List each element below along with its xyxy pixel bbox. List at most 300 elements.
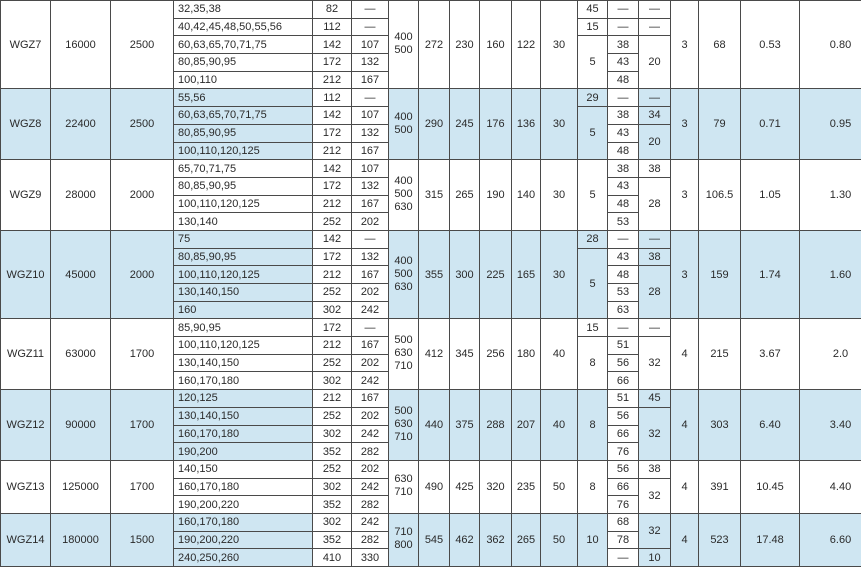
- dim-d2-cell: 345: [450, 319, 480, 390]
- dim-d4-cell: 180: [512, 319, 541, 390]
- dim-d3-cell: 288: [480, 390, 512, 461]
- bore-cell: 160: [174, 301, 313, 319]
- dim-c-cell: 28: [639, 266, 671, 319]
- dim-d3-cell: 225: [480, 230, 512, 318]
- bore-cell: 100,110,120,125: [174, 337, 313, 355]
- bore-cell: 100,110,120,125: [174, 142, 313, 160]
- dim-d4-cell: 207: [512, 390, 541, 461]
- bore-cell: 190,200,220: [174, 531, 313, 549]
- bore-cell: 190,200: [174, 443, 313, 461]
- speed-cell: 2500: [111, 1, 174, 89]
- brake-disc-cell: [389, 513, 419, 566]
- dim-d4-cell: 165: [512, 230, 541, 318]
- bore-cell: 55,56: [174, 89, 313, 107]
- length-l1-cell: 252: [313, 213, 352, 231]
- bore-cell: 160,170,180: [174, 478, 313, 496]
- torque-cell: 45000: [51, 230, 111, 318]
- brake-disc-cell: [389, 89, 419, 160]
- length-l1-cell: 112: [313, 18, 352, 36]
- bore-cell: 130,140: [174, 213, 313, 231]
- dim-d2-cell: 245: [450, 89, 480, 160]
- dim-c-cell: 34: [639, 107, 671, 125]
- dim-d4-cell: 235: [512, 460, 541, 513]
- dim-d2-cell: 230: [450, 1, 480, 89]
- dim-c-cell: 45: [639, 390, 671, 408]
- dim-c-cell: 32: [639, 513, 671, 548]
- dim-b-cell: 48: [608, 142, 639, 160]
- dim-c-cell: —: [639, 230, 671, 248]
- dim-s-cell: 30: [541, 230, 578, 318]
- dim-c-cell: 32: [639, 337, 671, 390]
- dim-b-cell: 48: [608, 266, 639, 284]
- model-group: [1, 390, 861, 461]
- torque-cell: 63000: [51, 319, 111, 390]
- inertia-cell: 1.05: [741, 160, 800, 231]
- torque-cell: 180000: [51, 513, 111, 566]
- torque-cell: 28000: [51, 160, 111, 231]
- length-l1-cell: 172: [313, 54, 352, 72]
- length-l2-cell: —: [352, 319, 389, 337]
- length-l1-cell: 252: [313, 407, 352, 425]
- dim-c-cell: —: [639, 89, 671, 107]
- length-l1-cell: 172: [313, 319, 352, 337]
- dim-b-cell: 76: [608, 443, 639, 461]
- brake-disc-value: 710: [394, 486, 412, 498]
- length-l1-cell: 142: [313, 230, 352, 248]
- brake-disc-value: 500: [394, 405, 412, 417]
- n-cell: 4: [671, 513, 699, 566]
- dim-d2-cell: 265: [450, 160, 480, 231]
- extra-cell: 6.60: [800, 513, 861, 566]
- model-cell: WGZ12: [1, 390, 51, 461]
- dim-d1-cell: 440: [419, 390, 450, 461]
- extra-cell: 2.0: [800, 319, 861, 390]
- bore-cell: 80,85,90,95: [174, 248, 313, 266]
- extra-cell: 1.60: [800, 230, 861, 318]
- length-l1-cell: 212: [313, 195, 352, 213]
- inertia-cell: 10.45: [741, 460, 800, 513]
- length-l2-cell: 202: [352, 460, 389, 478]
- speed-cell: 2000: [111, 230, 174, 318]
- length-l2-cell: —: [352, 18, 389, 36]
- mass-cell: 79: [699, 89, 741, 160]
- dim-d3-cell: 320: [480, 460, 512, 513]
- brake-disc-value: 710: [394, 431, 412, 443]
- n-cell: 4: [671, 319, 699, 390]
- speed-cell: 1700: [111, 390, 174, 461]
- length-l1-cell: 252: [313, 284, 352, 302]
- bore-cell: 130,140,150: [174, 284, 313, 302]
- brake-disc-value: 710: [394, 526, 412, 538]
- dim-c-cell: —: [639, 18, 671, 36]
- speed-cell: 2500: [111, 89, 174, 160]
- dim-d3-cell: 176: [480, 89, 512, 160]
- dim-d3-cell: 256: [480, 319, 512, 390]
- speed-cell: 1700: [111, 460, 174, 513]
- bore-cell: 190,200,220: [174, 496, 313, 514]
- length-l2-cell: 167: [352, 390, 389, 408]
- length-l1-cell: 82: [313, 1, 352, 19]
- dim-b-cell: 38: [608, 160, 639, 178]
- dim-b-cell: —: [608, 1, 639, 19]
- brake-disc-cell: [389, 160, 419, 231]
- brake-disc-value: 630: [394, 473, 412, 485]
- brake-disc-cell: [389, 319, 419, 390]
- model-group: [1, 89, 861, 160]
- dim-b-cell: —: [608, 549, 639, 567]
- torque-cell: 125000: [51, 460, 111, 513]
- brake-disc-value: 400: [394, 255, 412, 267]
- length-l2-cell: 132: [352, 124, 389, 142]
- table-row: [1, 460, 861, 478]
- length-l2-cell: 282: [352, 531, 389, 549]
- length-l2-cell: 107: [352, 107, 389, 125]
- table-row: [1, 390, 861, 408]
- length-l2-cell: —: [352, 1, 389, 19]
- bore-cell: 100,110: [174, 71, 313, 89]
- length-l1-cell: 352: [313, 443, 352, 461]
- model-cell: WGZ14: [1, 513, 51, 566]
- bore-cell: 65,70,71,75: [174, 160, 313, 178]
- brake-disc-value: 400: [394, 111, 412, 123]
- dim-b-cell: 51: [608, 390, 639, 408]
- dim-b-cell: 56: [608, 407, 639, 425]
- dim-b-cell: 68: [608, 513, 639, 531]
- length-l1-cell: 302: [313, 513, 352, 531]
- bore-cell: 100,110,120,125: [174, 266, 313, 284]
- length-l2-cell: 202: [352, 407, 389, 425]
- length-l2-cell: 282: [352, 443, 389, 461]
- dim-b-cell: 56: [608, 354, 639, 372]
- table-row: [1, 230, 861, 248]
- dim-d3-cell: 160: [480, 1, 512, 89]
- dim-b-cell: 43: [608, 54, 639, 72]
- length-l1-cell: 142: [313, 36, 352, 54]
- length-l2-cell: 242: [352, 301, 389, 319]
- bore-cell: 160,170,180: [174, 425, 313, 443]
- dim-s-cell: 30: [541, 1, 578, 89]
- model-cell: WGZ8: [1, 89, 51, 160]
- model-group: [1, 513, 861, 566]
- brake-disc-cell: [389, 1, 419, 89]
- length-l1-cell: 212: [313, 71, 352, 89]
- brake-disc-value: 400: [394, 31, 412, 43]
- dim-d1-cell: 412: [419, 319, 450, 390]
- extra-cell: 0.80: [800, 1, 861, 89]
- dim-a-cell: 5: [578, 36, 608, 89]
- bore-cell: 140,150: [174, 460, 313, 478]
- dim-c-cell: 32: [639, 407, 671, 460]
- length-l2-cell: 202: [352, 354, 389, 372]
- dim-d1-cell: 290: [419, 89, 450, 160]
- dim-b-cell: 53: [608, 213, 639, 231]
- dim-a-cell: 8: [578, 390, 608, 461]
- bore-cell: 120,125: [174, 390, 313, 408]
- bore-cell: 60,63,65,70,71,75: [174, 107, 313, 125]
- dim-s-cell: 30: [541, 89, 578, 160]
- length-l1-cell: 302: [313, 301, 352, 319]
- bore-cell: 60,63,65,70,71,75: [174, 36, 313, 54]
- bore-cell: 160,170,180: [174, 513, 313, 531]
- table-row: [1, 319, 861, 337]
- brake-disc-value: 500: [394, 44, 412, 56]
- table-row: [1, 1, 861, 19]
- brake-disc-value: 630: [394, 201, 412, 213]
- length-l1-cell: 302: [313, 372, 352, 390]
- dim-b-cell: 66: [608, 478, 639, 496]
- dim-b-cell: 43: [608, 124, 639, 142]
- model-cell: WGZ11: [1, 319, 51, 390]
- brake-disc-value: 500: [394, 334, 412, 346]
- length-l2-cell: 202: [352, 284, 389, 302]
- inertia-cell: 17.48: [741, 513, 800, 566]
- mass-cell: 391: [699, 460, 741, 513]
- brake-disc-value: 400: [394, 175, 412, 187]
- inertia-cell: 3.67: [741, 319, 800, 390]
- dim-d2-cell: 375: [450, 390, 480, 461]
- length-l2-cell: —: [352, 89, 389, 107]
- dim-b-cell: 51: [608, 337, 639, 355]
- inertia-cell: 0.53: [741, 1, 800, 89]
- model-cell: WGZ7: [1, 1, 51, 89]
- length-l1-cell: 142: [313, 107, 352, 125]
- dim-c-cell: 38: [639, 160, 671, 178]
- n-cell: 3: [671, 230, 699, 318]
- dim-b-cell: 43: [608, 177, 639, 195]
- length-l2-cell: 242: [352, 513, 389, 531]
- dim-c-cell: 38: [639, 248, 671, 266]
- bore-cell: 75: [174, 230, 313, 248]
- brake-disc-value: 630: [394, 347, 412, 359]
- brake-disc-value: 500: [394, 124, 412, 136]
- length-l1-cell: 212: [313, 142, 352, 160]
- dim-b-cell: 56: [608, 460, 639, 478]
- dim-a-cell: 5: [578, 248, 608, 319]
- dim-a-cell: 15: [578, 18, 608, 36]
- dim-c-cell: 32: [639, 478, 671, 513]
- bore-cell: 100,110,120,125: [174, 195, 313, 213]
- dim-b-cell: —: [608, 230, 639, 248]
- brake-disc-value: 500: [394, 188, 412, 200]
- dim-d4-cell: 265: [512, 513, 541, 566]
- model-group: [1, 319, 861, 390]
- table-row: [1, 160, 861, 178]
- dim-c-cell: —: [639, 1, 671, 19]
- table-row: [1, 89, 861, 107]
- length-l1-cell: 352: [313, 496, 352, 514]
- length-l1-cell: 302: [313, 478, 352, 496]
- dim-b-cell: 43: [608, 248, 639, 266]
- dim-d3-cell: 362: [480, 513, 512, 566]
- dim-c-cell: 28: [639, 177, 671, 230]
- torque-cell: 16000: [51, 1, 111, 89]
- n-cell: 3: [671, 1, 699, 89]
- length-l2-cell: 132: [352, 177, 389, 195]
- length-l2-cell: 167: [352, 195, 389, 213]
- brake-disc-cell: [389, 230, 419, 318]
- dim-a-cell: 8: [578, 460, 608, 513]
- length-l1-cell: 212: [313, 266, 352, 284]
- length-l1-cell: 172: [313, 248, 352, 266]
- speed-cell: 2000: [111, 160, 174, 231]
- length-l2-cell: 167: [352, 142, 389, 160]
- dim-d2-cell: 462: [450, 513, 480, 566]
- dim-a-cell: 10: [578, 513, 608, 566]
- dim-b-cell: —: [608, 319, 639, 337]
- dim-d4-cell: 140: [512, 160, 541, 231]
- extra-cell: 4.40: [800, 460, 861, 513]
- torque-cell: 22400: [51, 89, 111, 160]
- dim-b-cell: 63: [608, 301, 639, 319]
- length-l1-cell: 252: [313, 354, 352, 372]
- dim-b-cell: 78: [608, 531, 639, 549]
- n-cell: 4: [671, 460, 699, 513]
- dim-b-cell: 66: [608, 425, 639, 443]
- extra-cell: 0.95: [800, 89, 861, 160]
- dim-s-cell: 30: [541, 160, 578, 231]
- dim-s-cell: 50: [541, 460, 578, 513]
- speed-cell: 1500: [111, 513, 174, 566]
- bore-cell: 80,85,90,95: [174, 54, 313, 72]
- model-group: [1, 460, 861, 513]
- length-l2-cell: 202: [352, 213, 389, 231]
- dim-a-cell: 15: [578, 319, 608, 337]
- length-l2-cell: 132: [352, 248, 389, 266]
- dim-b-cell: 38: [608, 107, 639, 125]
- length-l2-cell: 242: [352, 478, 389, 496]
- length-l2-cell: 167: [352, 71, 389, 89]
- dim-a-cell: 29: [578, 89, 608, 107]
- length-l2-cell: 167: [352, 266, 389, 284]
- model-cell: WGZ10: [1, 230, 51, 318]
- length-l2-cell: 282: [352, 496, 389, 514]
- length-l2-cell: 107: [352, 36, 389, 54]
- length-l1-cell: 212: [313, 390, 352, 408]
- dim-d1-cell: 545: [419, 513, 450, 566]
- length-l1-cell: 172: [313, 124, 352, 142]
- mass-cell: 106.5: [699, 160, 741, 231]
- bore-cell: 160,170,180: [174, 372, 313, 390]
- dim-d2-cell: 300: [450, 230, 480, 318]
- torque-cell: 90000: [51, 390, 111, 461]
- length-l2-cell: 107: [352, 160, 389, 178]
- dim-a-cell: 5: [578, 107, 608, 160]
- dim-a-cell: 28: [578, 230, 608, 248]
- model-group: [1, 1, 861, 89]
- bore-cell: 80,85,90,95: [174, 177, 313, 195]
- brake-disc-value: 630: [394, 418, 412, 430]
- length-l1-cell: 410: [313, 549, 352, 567]
- brake-disc-value: 800: [394, 539, 412, 551]
- length-l1-cell: 302: [313, 425, 352, 443]
- dim-d3-cell: 190: [480, 160, 512, 231]
- dim-s-cell: 50: [541, 513, 578, 566]
- dim-d2-cell: 425: [450, 460, 480, 513]
- length-l2-cell: 330: [352, 549, 389, 567]
- dim-c-cell: 20: [639, 36, 671, 89]
- inertia-cell: 0.71: [741, 89, 800, 160]
- model-group: [1, 230, 861, 318]
- mass-cell: 215: [699, 319, 741, 390]
- inertia-cell: 1.74: [741, 230, 800, 318]
- dim-c-cell: 10: [639, 549, 671, 567]
- bore-cell: 32,35,38: [174, 1, 313, 19]
- dim-d1-cell: 315: [419, 160, 450, 231]
- dim-b-cell: 48: [608, 71, 639, 89]
- dim-c-cell: —: [639, 319, 671, 337]
- extra-cell: 3.40: [800, 390, 861, 461]
- brake-disc-cell: [389, 390, 419, 461]
- mass-cell: 159: [699, 230, 741, 318]
- speed-cell: 1700: [111, 319, 174, 390]
- bore-cell: 130,140,150: [174, 407, 313, 425]
- dim-a-cell: 45: [578, 1, 608, 19]
- dim-d1-cell: 355: [419, 230, 450, 318]
- length-l1-cell: 212: [313, 337, 352, 355]
- extra-cell: 1.30: [800, 160, 861, 231]
- table-row: [1, 513, 861, 531]
- n-cell: 4: [671, 390, 699, 461]
- mass-cell: 523: [699, 513, 741, 566]
- dim-a-cell: 8: [578, 337, 608, 390]
- dim-b-cell: —: [608, 89, 639, 107]
- n-cell: 3: [671, 89, 699, 160]
- bore-cell: 85,90,95: [174, 319, 313, 337]
- dim-b-cell: 48: [608, 195, 639, 213]
- dim-c-cell: 20: [639, 124, 671, 159]
- dim-d1-cell: 490: [419, 460, 450, 513]
- dim-d4-cell: 122: [512, 1, 541, 89]
- length-l2-cell: 242: [352, 372, 389, 390]
- length-l2-cell: 167: [352, 337, 389, 355]
- bore-cell: 40,42,45,48,50,55,56: [174, 18, 313, 36]
- model-cell: WGZ9: [1, 160, 51, 231]
- dim-b-cell: 38: [608, 36, 639, 54]
- length-l2-cell: —: [352, 230, 389, 248]
- bore-cell: 240,250,260: [174, 549, 313, 567]
- inertia-cell: 6.40: [741, 390, 800, 461]
- mass-cell: 303: [699, 390, 741, 461]
- length-l1-cell: 252: [313, 460, 352, 478]
- length-l1-cell: 112: [313, 89, 352, 107]
- dim-b-cell: 66: [608, 372, 639, 390]
- dim-a-cell: 5: [578, 160, 608, 231]
- bore-cell: 80,85,90,95: [174, 124, 313, 142]
- brake-disc-value: 630: [394, 281, 412, 293]
- dim-d4-cell: 136: [512, 89, 541, 160]
- dim-d1-cell: 272: [419, 1, 450, 89]
- dim-b-cell: 76: [608, 496, 639, 514]
- brake-disc-cell: [389, 460, 419, 513]
- model-cell: WGZ13: [1, 460, 51, 513]
- bore-cell: 130,140,150: [174, 354, 313, 372]
- mass-cell: 68: [699, 1, 741, 89]
- dim-s-cell: 40: [541, 319, 578, 390]
- n-cell: 3: [671, 160, 699, 231]
- length-l1-cell: 142: [313, 160, 352, 178]
- dim-c-cell: 38: [639, 460, 671, 478]
- brake-disc-value: 710: [394, 360, 412, 372]
- length-l1-cell: 172: [313, 177, 352, 195]
- dim-b-cell: 53: [608, 284, 639, 302]
- length-l2-cell: 242: [352, 425, 389, 443]
- dim-s-cell: 40: [541, 390, 578, 461]
- length-l2-cell: 132: [352, 54, 389, 72]
- brake-disc-value: 500: [394, 268, 412, 280]
- dim-b-cell: —: [608, 18, 639, 36]
- length-l1-cell: 352: [313, 531, 352, 549]
- model-group: [1, 160, 861, 231]
